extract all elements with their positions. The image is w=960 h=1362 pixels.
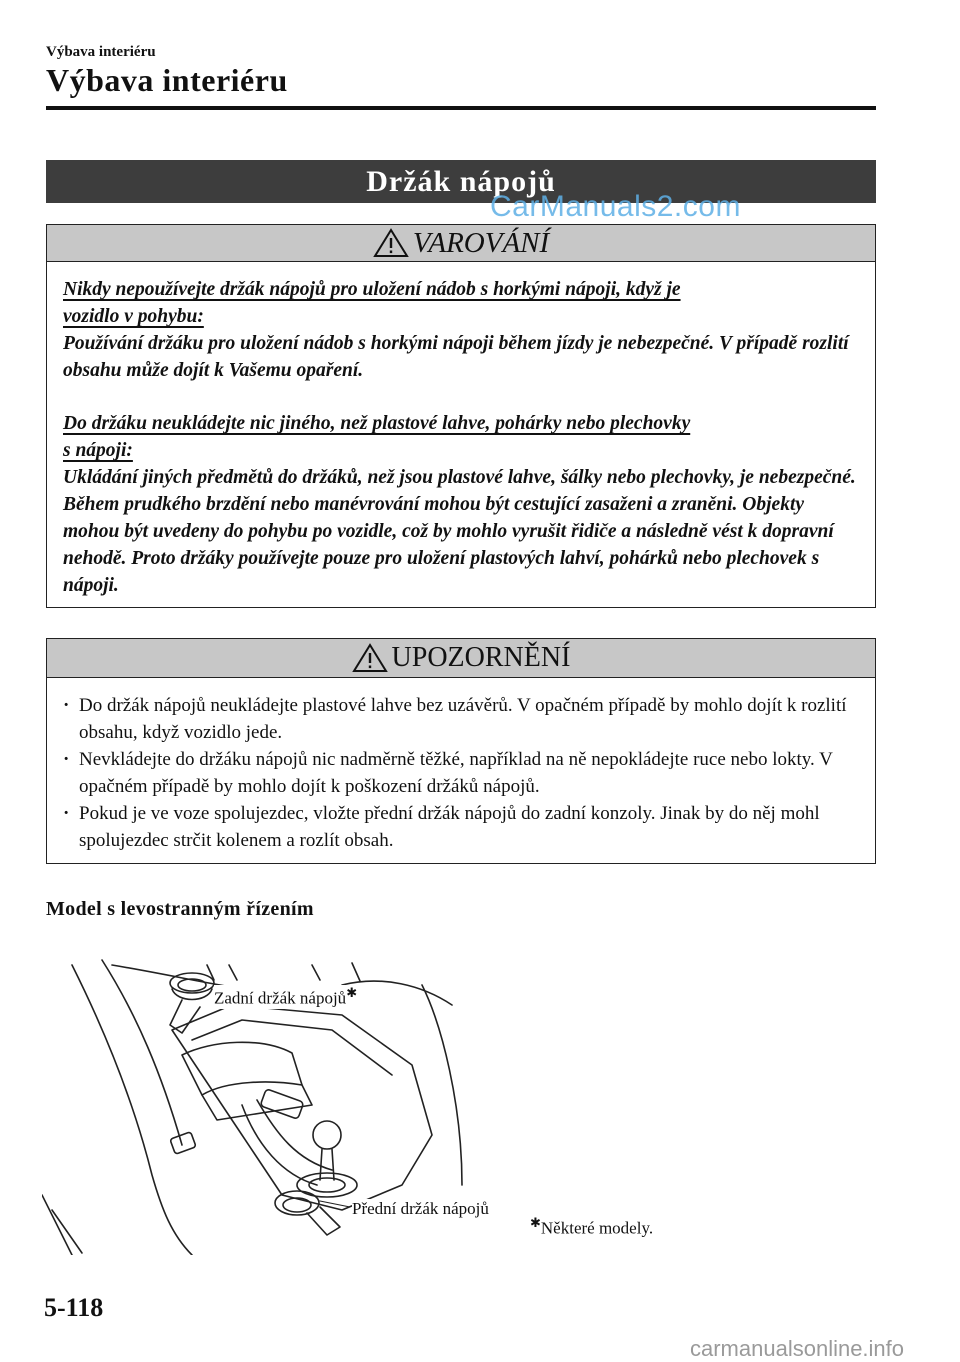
watermark-top: CarManuals2.com — [490, 190, 741, 223]
caution-triangle-icon — [352, 643, 388, 673]
title-divider — [46, 106, 876, 110]
page-title: Výbava interiéru — [46, 62, 288, 98]
warning-item2-text: Ukládání jiných předmětů do držáků, než jsou plastové lahve, šálky nebo plechovky, je nebezpečné. Během prudkého brzdění nebo manévrování mohou být cestující zasaženi a zraněni. Objekty mohou být uvedeny do pohybu po vozidle, což by mohlo vyrušit řidiče a následně vést k dopravní nehodě. Proto držáky používejte pouze pro uložení plastových lahví, pohárků nebo plechovek s nápoji. — [63, 467, 856, 596]
warning-body — [47, 262, 875, 599]
model-label: Model s levostranným řízením — [46, 898, 314, 920]
warning-triangle-icon — [373, 228, 409, 258]
footnote: ✱Některé modely. — [530, 1215, 654, 1238]
watermark-bottom: carmanualsonline.info — [690, 1336, 905, 1361]
breadcrumb: Výbava interiéru — [46, 44, 156, 60]
caution-heading: UPOZORNĚNÍ — [391, 642, 571, 673]
caution-header — [47, 639, 875, 678]
caution-item: · Nevkládejte do držáku nápojů nic nadměrně těžké, například na ně nepokládejte ruce nebo lokty. V opačném případě by mohlo dojít k poškození držáků nápojů. — [61, 746, 861, 800]
footnote-star-icon: ✱ — [530, 1215, 541, 1230]
front-cup-holder-label: Přední držák nápojů — [352, 1199, 489, 1218]
cup-holder-illustration — [42, 945, 682, 1255]
caution-box — [46, 638, 876, 864]
warning-header — [47, 225, 875, 262]
warning-item1-title-line2: vozidlo v pohybu: — [63, 306, 204, 327]
warning-item1-title-line1: Nikdy nepoužívejte držák nápojů pro uložení nádob s horkými nápoji, když je — [63, 279, 681, 300]
caution-item: · Do držák nápojů neukládejte plastové lahve bez uzávěrů. V opačném případě by mohlo dojít k rozlití obsahu, když vozidlo jede. — [61, 692, 861, 746]
warning-heading: VAROVÁNÍ — [412, 226, 550, 259]
page-number: 5-118 — [44, 1293, 104, 1322]
warning-item1-text: Používání držáku pro uložení nádob s horkými nápoji během jízdy je nebezpečné. V případě rozlití obsahu může dojít k Vašemu opaření. — [63, 333, 849, 381]
warning-item2-title-line2: s nápoji: — [63, 440, 133, 461]
caution-list — [61, 692, 861, 854]
footnote-star-icon: ✱ — [346, 985, 358, 1000]
warning-box — [46, 224, 876, 608]
rear-cup-holder-label: Zadní držák nápojů✱ — [214, 985, 358, 1008]
caution-item: · Pokud je ve voze spolujezdec, vložte přední držák nápojů do zadní konzoly. Jinak by do něj mohl spolujezdec strčit kolenem a rozlít obsah. — [61, 800, 861, 854]
section-title-bar: Držák nápojů — [46, 160, 876, 203]
warning-item2-title-line1: Do držáku neukládejte nic jiného, než plastové lahve, pohárky nebo plechovky — [63, 413, 691, 434]
